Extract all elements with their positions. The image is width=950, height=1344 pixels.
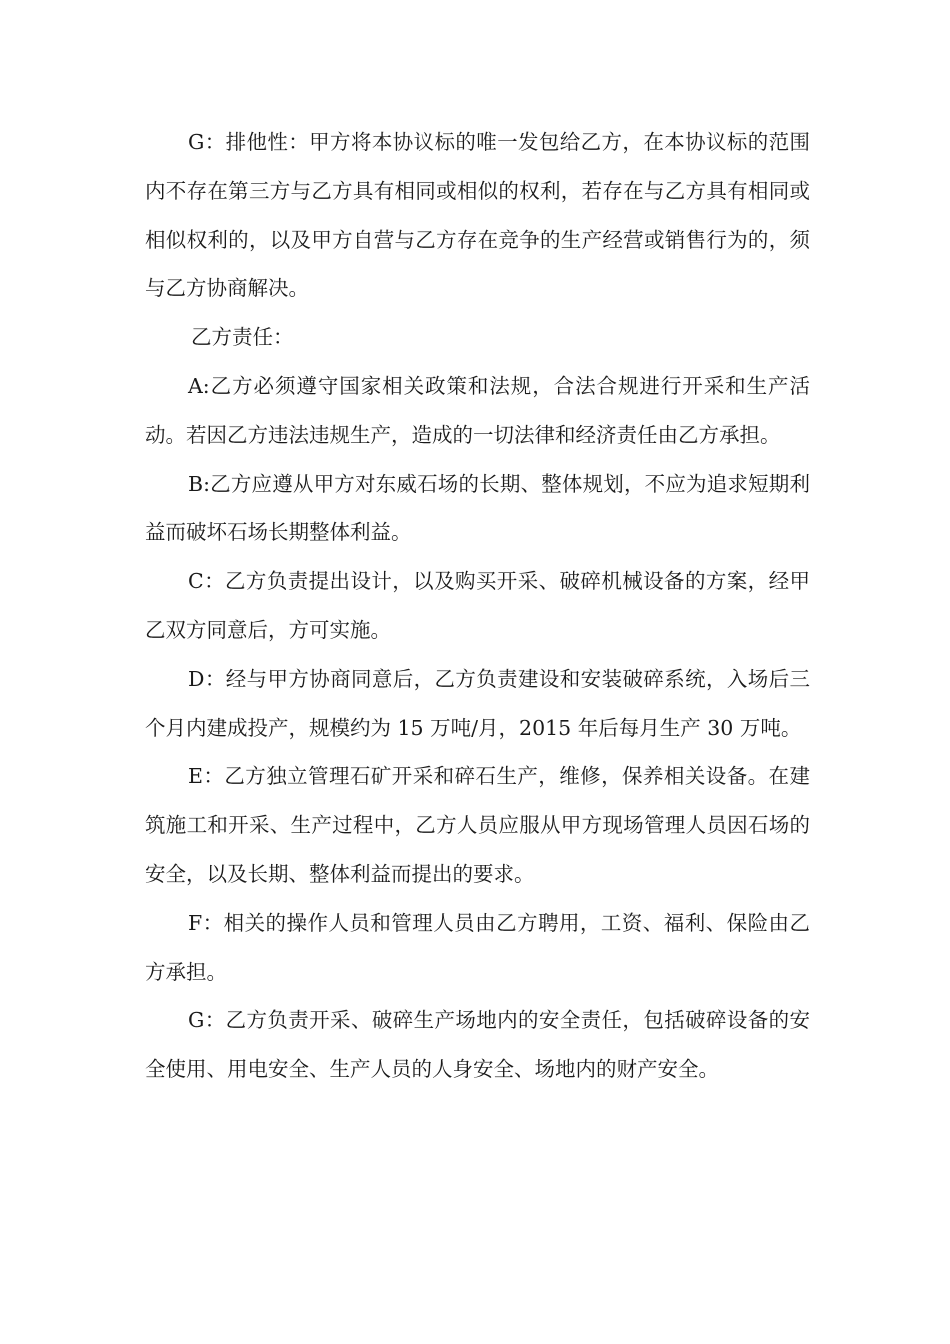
clause-c-design: C：乙方负责提出设计，以及购买开采、破碎机械设备的方案，经甲乙双方同意后，方可实施。 (145, 569, 810, 642)
clause-a-compliance: A:乙方必须遵守国家相关政策和法规，合法合规进行开采和生产活动。若因乙方违法违规生产，造成的一切法律和经济责任由乙方承担。 (145, 373, 810, 447)
document-body (145, 118, 810, 1094)
clause-g-safety: G：乙方负责开采、破碎生产场地内的安全责任，包括破碎设备的安全使用、用电安全、生产人员的人身安全、场地内的财产安全。 (145, 1008, 810, 1082)
clause-e-management: E：乙方独立管理石矿开采和碎石生产，维修，保养相关设备。在建筑施工和开采、生产过程中，乙方人员应服从甲方现场管理人员因石场的安全，以及长期、整体利益而提出的要求。 (145, 764, 810, 886)
section-heading-party-b-responsibilities: 乙方责任： (191, 325, 294, 350)
clause-g-exclusivity: G：排他性：甲方将本协议标的唯一发包给乙方，在本协议标的范围内不存在第三方与乙方具有相同或相似的权利，若存在与乙方具有相同或相似权利的，以及甲方自营与乙方存在竞争的生产经营或销售行为的，须与乙方协商解决。 (145, 130, 810, 301)
clause-d-construction: D：经与甲方协商同意后，乙方负责建设和安装破碎系统，入场后三个月内建成投产，规模约为 15 万吨/月，2015 年后每月生产 30 万吨。 (145, 666, 810, 740)
clause-f-personnel: F：相关的操作人员和管理人员由乙方聘用，工资、福利、保险由乙方承担。 (145, 910, 810, 984)
clause-b-planning: B:乙方应遵从甲方对东威石场的长期、整体规划，不应为追求短期利益而破坏石场长期整体利益。 (145, 471, 810, 545)
